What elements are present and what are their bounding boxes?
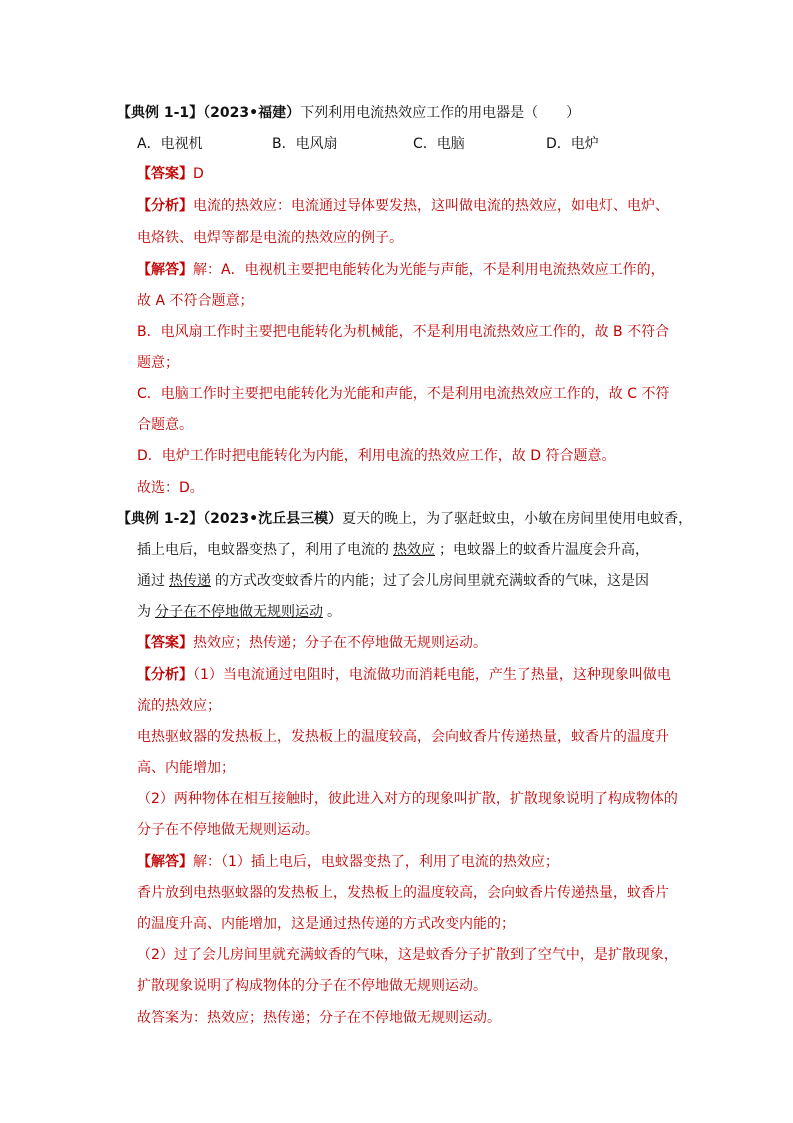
question-text: 的方式改变蚊香片的内能；过了会儿房间里就充满蚊香的气味，这是因: [215, 573, 649, 589]
solution-text: 解：A．电视机主要把电能转化为光能与声能，不是利用电流热效应工作的，: [193, 262, 665, 278]
example-source: （2023•福建）: [203, 105, 301, 121]
answer-line: [137, 633, 487, 653]
solution-line: 故 A 不符合题意；: [137, 293, 254, 309]
solution-line: 题意；: [137, 355, 179, 371]
analysis-line: [137, 196, 669, 216]
solution-tag: 【解答】: [137, 262, 193, 278]
question-line: [137, 602, 341, 622]
question-text: 通过: [137, 573, 165, 589]
answer-line: [137, 164, 204, 184]
solution-line: （2）过了会儿房间里就充满蚊香的气味，这是蚊香分子扩散到了空气中，是扩散现象，: [137, 947, 678, 963]
option-a: A．电视机: [137, 136, 203, 152]
analysis-line: 高、内能增加；: [137, 760, 235, 776]
solution-line: D．电炉工作时把电能转化为内能，利用电流的热效应工作，故 D 符合题意。: [137, 448, 616, 464]
solution-line: 合题意。: [137, 417, 193, 433]
options-row: [137, 134, 657, 154]
analysis-tag: 【分析】: [137, 198, 193, 214]
example-1-2-question: [117, 509, 692, 529]
example-1-1-question: [117, 103, 580, 123]
solution-tag: 【解答】: [137, 854, 193, 870]
option-c: C．电脑: [413, 136, 465, 152]
question-text: 插上电后，电蚊器变热了，利用了电流的: [137, 542, 389, 558]
solution-line: [137, 260, 665, 280]
solution-line: 故选：D。: [137, 480, 204, 496]
analysis-line: 流的热效应；: [137, 698, 221, 714]
answer-tag: 【答案】: [137, 635, 193, 651]
solution-line: 的温度升高、内能增加，这是通过热传递的方式改变内能的；: [137, 916, 515, 932]
answer-blank: 分子在不停地做无规则运动: [155, 604, 323, 620]
answer-blank: 热效应: [393, 542, 435, 558]
solution-line: 故答案为：热效应；热传递；分子在不停地做无规则运动。: [137, 1010, 501, 1026]
question-text: 下列利用电流热效应工作的用电器是（ ）: [300, 105, 581, 121]
analysis-line: [137, 665, 671, 685]
answer-tag: 【答案】: [137, 166, 193, 182]
analysis-text: （1）当电流通过电阻时，电流做功而消耗电能，产生了热量，这种现象叫做电: [193, 667, 671, 683]
analysis-text: 电流的热效应：电流通过导体要发热，这叫做电流的热效应，如电灯、电炉、: [193, 198, 669, 214]
answer-text: D: [193, 166, 204, 182]
analysis-line: 分子在不停地做无规则运动。: [137, 822, 319, 838]
question-text: 。: [327, 604, 341, 620]
question-text: 夏天的晚上，为了驱赶蚊虫，小敏在房间里使用电蚊香，: [342, 511, 693, 527]
solution-line: 扩散现象说明了构成物体的分子在不停地做无规则运动。: [137, 978, 487, 994]
solution-text: 解：（1）插上电后，电蚊器变热了，利用了电流的热效应；: [193, 854, 559, 870]
analysis-line: 电烙铁、电焊等都是电流的热效应的例子。: [137, 230, 403, 246]
example-tag: 【典例 1-2】: [117, 511, 204, 527]
question-line: [137, 540, 649, 560]
solution-line: B．电风扇工作时主要把电能转化为机械能，不是利用电流热效应工作的，故 B 不符合: [137, 324, 670, 340]
question-line: [137, 571, 649, 591]
analysis-line: 电热驱蚊器的发热板上，发热板上的温度较高，会向蚊香片传递热量，蚊香片的温度升: [137, 729, 669, 745]
solution-line: [137, 852, 559, 872]
example-source: （2023•沈丘县三模）: [203, 511, 343, 527]
analysis-tag: 【分析】: [137, 667, 193, 683]
example-tag: 【典例 1-1】: [117, 105, 204, 121]
option-b: B．电风扇: [272, 136, 338, 152]
analysis-line: （2）两种物体在相互接触时，彼此进入对方的现象叫扩散，扩散现象说明了构成物体的: [137, 791, 678, 807]
answer-blank: 热传递: [169, 573, 211, 589]
solution-line: 香片放到电热驱蚊器的发热板上，发热板上的温度较高，会向蚊香片传递热量，蚊香片: [137, 885, 669, 901]
question-text: ；电蚊器上的蚊香片温度会升高，: [439, 542, 649, 558]
question-text: 为: [137, 604, 151, 620]
answer-text: 热效应；热传递；分子在不停地做无规则运动。: [193, 635, 487, 651]
solution-line: C．电脑工作时主要把电能转化为光能和声能，不是利用电流热效应工作的，故 C 不符: [137, 386, 670, 402]
option-d: D．电炉: [546, 136, 599, 152]
